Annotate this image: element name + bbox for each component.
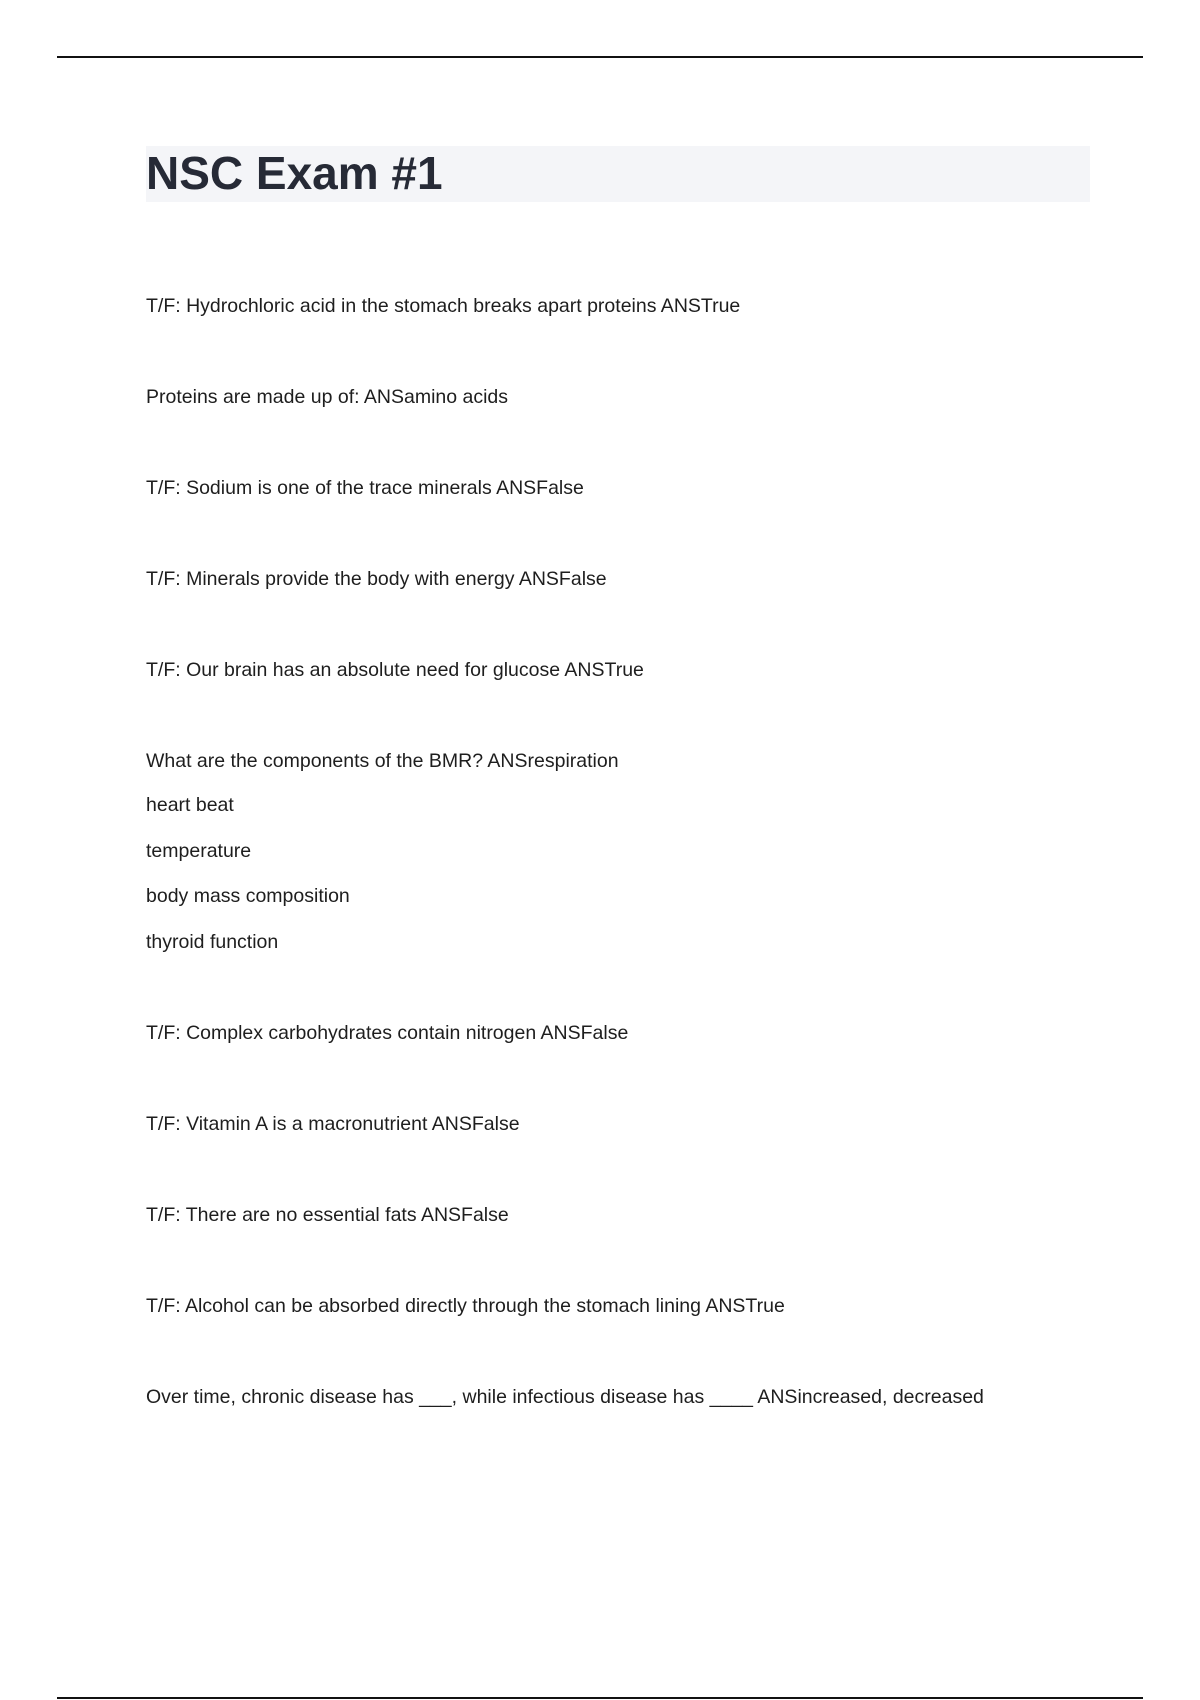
answer-continuation-line: thyroid function	[146, 931, 279, 953]
question-line: T/F: Hydrochloric acid in the stomach breaks apart proteins ANSTrue	[146, 295, 741, 317]
bottom-rule	[57, 1697, 1143, 1699]
answer-continuation-line: heart beat	[146, 794, 234, 816]
question-line: Proteins are made up of: ANSamino acids	[146, 386, 509, 408]
question-line: T/F: Minerals provide the body with energy ANSFalse	[146, 568, 607, 590]
question-line: T/F: Complex carbohydrates contain nitrogen ANSFalse	[146, 1022, 629, 1044]
top-rule	[57, 56, 1143, 58]
question-line: Over time, chronic disease has ___, while infectious disease has ____ ANSincreased, decreased	[146, 1386, 984, 1408]
question-line: T/F: Alcohol can be absorbed directly through the stomach lining ANSTrue	[146, 1295, 785, 1317]
question-line: T/F: Our brain has an absolute need for glucose ANSTrue	[146, 659, 644, 681]
answer-continuation-line: body mass composition	[146, 885, 350, 907]
question-line: T/F: Sodium is one of the trace minerals ANSFalse	[146, 477, 584, 499]
question-line: T/F: Vitamin A is a macronutrient ANSFalse	[146, 1113, 520, 1135]
question-line: T/F: There are no essential fats ANSFalse	[146, 1204, 509, 1226]
answer-continuation-line: temperature	[146, 840, 252, 862]
question-line: What are the components of the BMR? ANSrespiration	[146, 750, 619, 772]
page-title: NSC Exam #1	[146, 147, 443, 199]
